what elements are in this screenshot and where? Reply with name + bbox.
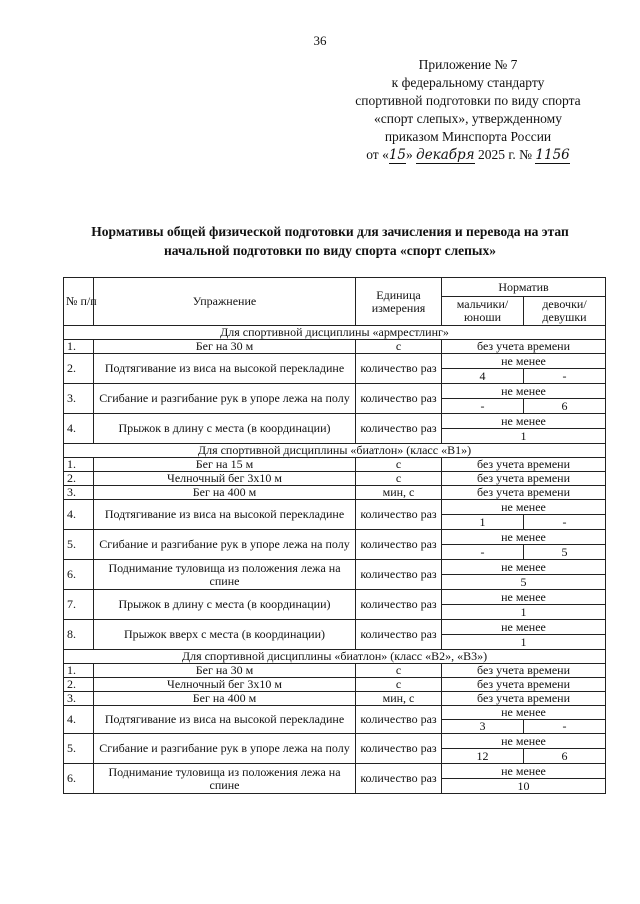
norm-value: без учета времени bbox=[442, 692, 606, 706]
norm-value: без учета времени bbox=[442, 458, 606, 472]
unit: количество раз bbox=[356, 706, 442, 734]
appendix-line: Приложение № 7 bbox=[418, 57, 518, 72]
document-title bbox=[60, 222, 600, 260]
unit: количество раз bbox=[356, 530, 442, 560]
date-mid: » bbox=[406, 147, 413, 162]
order-year: 2025 г. № bbox=[478, 147, 533, 162]
exercise-name: Подтягивание из виса на высокой перекладине bbox=[94, 500, 356, 530]
page-number: 36 bbox=[313, 33, 327, 48]
unit: количество раз bbox=[356, 734, 442, 764]
row-number: 2. bbox=[64, 678, 94, 692]
unit: количество раз bbox=[356, 590, 442, 620]
table-row bbox=[64, 414, 606, 429]
unit: количество раз bbox=[356, 620, 442, 650]
norm-boys: - bbox=[442, 399, 524, 414]
row-number: 2. bbox=[64, 472, 94, 486]
unit: количество раз bbox=[356, 384, 442, 414]
exercise-name: Прыжок в длину с места (в координации) bbox=[94, 414, 356, 444]
title-line-1: Нормативы общей физической подготовки для зачисления и перевода на этап bbox=[91, 224, 569, 239]
norm-label: не менее bbox=[442, 734, 606, 749]
order-day: 15 bbox=[388, 147, 407, 163]
norm-value: без учета времени bbox=[442, 472, 606, 486]
row-number: 3. bbox=[64, 384, 94, 414]
norm-value: без учета времени bbox=[442, 664, 606, 678]
norm-girls: - bbox=[524, 369, 606, 384]
table-row bbox=[64, 340, 606, 354]
exercise-name: Прыжок в длину с места (в координации) bbox=[94, 590, 356, 620]
exercise-name: Челночный бег 3x10 м bbox=[94, 472, 356, 486]
table-row bbox=[64, 692, 606, 706]
norm-girls: 6 bbox=[524, 399, 606, 414]
section-row bbox=[64, 650, 606, 664]
table-row bbox=[64, 384, 606, 399]
exercise-name: Бег на 15 м bbox=[94, 458, 356, 472]
unit: с bbox=[356, 340, 442, 354]
norm-boys: 1 bbox=[442, 515, 524, 530]
exercise-name: Сгибание и разгибание рук в упоре лежа на полу bbox=[94, 530, 356, 560]
exercise-name: Сгибание и разгибание рук в упоре лежа на полу bbox=[94, 734, 356, 764]
exercise-name: Бег на 400 м bbox=[94, 486, 356, 500]
order-month: декабря bbox=[416, 147, 475, 163]
appendix-block bbox=[330, 56, 606, 164]
norm-girls: - bbox=[524, 720, 606, 734]
row-number: 4. bbox=[64, 500, 94, 530]
norm-label: не менее bbox=[442, 560, 606, 575]
norm-label: не менее bbox=[442, 706, 606, 720]
table-row bbox=[64, 354, 606, 369]
norm-label: не менее bbox=[442, 530, 606, 545]
table-row bbox=[64, 472, 606, 486]
table-row bbox=[64, 500, 606, 515]
unit: мин, с bbox=[356, 692, 442, 706]
table-row bbox=[64, 664, 606, 678]
row-number: 6. bbox=[64, 560, 94, 590]
table-row bbox=[64, 706, 606, 720]
exercise-name: Прыжок вверх с места (в координации) bbox=[94, 620, 356, 650]
norm-label: не менее bbox=[442, 620, 606, 635]
unit: количество раз bbox=[356, 560, 442, 590]
unit: с bbox=[356, 664, 442, 678]
norm-label: не менее bbox=[442, 414, 606, 429]
header-num: № п/п bbox=[64, 278, 94, 326]
unit: количество раз bbox=[356, 414, 442, 444]
norm-boys: 12 bbox=[442, 749, 524, 764]
norm-value: без учета времени bbox=[442, 340, 606, 354]
order-date-line bbox=[330, 146, 606, 164]
header-exercise: Упражнение bbox=[94, 278, 356, 326]
table-row bbox=[64, 590, 606, 605]
table-row bbox=[64, 560, 606, 575]
exercise-name: Сгибание и разгибание рук в упоре лежа на полу bbox=[94, 384, 356, 414]
unit: с bbox=[356, 472, 442, 486]
unit: количество раз bbox=[356, 500, 442, 530]
section-title: Для спортивной дисциплины «биатлон» (класс «В1») bbox=[64, 444, 606, 458]
row-number: 4. bbox=[64, 414, 94, 444]
standards-table bbox=[63, 277, 606, 794]
table-row bbox=[64, 764, 606, 779]
row-number: 1. bbox=[64, 458, 94, 472]
table-row bbox=[64, 678, 606, 692]
norm-label: не менее bbox=[442, 500, 606, 515]
section-row bbox=[64, 326, 606, 340]
norm-value: 1 bbox=[442, 605, 606, 620]
table-row bbox=[64, 530, 606, 545]
unit: количество раз bbox=[356, 764, 442, 794]
section-row bbox=[64, 444, 606, 458]
norm-value: без учета времени bbox=[442, 486, 606, 500]
table-row bbox=[64, 458, 606, 472]
exercise-name: Поднимание туловища из положения лежа на спине bbox=[94, 764, 356, 794]
exercise-name: Подтягивание из виса на высокой перекладине bbox=[94, 354, 356, 384]
norm-girls: 5 bbox=[524, 545, 606, 560]
row-number: 2. bbox=[64, 354, 94, 384]
unit: количество раз bbox=[356, 354, 442, 384]
norm-label: не менее bbox=[442, 354, 606, 369]
row-number: 3. bbox=[64, 486, 94, 500]
section-title: Для спортивной дисциплины «биатлон» (класс «В2», «В3») bbox=[64, 650, 606, 664]
appendix-line: к федеральному стандарту bbox=[391, 75, 545, 90]
norm-label: не менее bbox=[442, 764, 606, 779]
exercise-name: Бег на 30 м bbox=[94, 664, 356, 678]
row-number: 8. bbox=[64, 620, 94, 650]
from-prefix: от « bbox=[366, 147, 389, 162]
row-number: 3. bbox=[64, 692, 94, 706]
exercise-name: Подтягивание из виса на высокой перекладине bbox=[94, 706, 356, 734]
norm-girls: - bbox=[524, 515, 606, 530]
exercise-name: Поднимание туловища из положения лежа на спине bbox=[94, 560, 356, 590]
norm-value: 1 bbox=[442, 635, 606, 650]
appendix-line: спортивной подготовки по виду спорта bbox=[355, 93, 581, 108]
section-title: Для спортивной дисциплины «армрестлинг» bbox=[64, 326, 606, 340]
appendix-line: «спорт слепых», утвержденному bbox=[374, 111, 562, 126]
norm-boys: 3 bbox=[442, 720, 524, 734]
appendix-line: приказом Минспорта России bbox=[384, 129, 552, 144]
norm-value: без учета времени bbox=[442, 678, 606, 692]
exercise-name: Челночный бег 3x10 м bbox=[94, 678, 356, 692]
unit: с bbox=[356, 678, 442, 692]
norm-value: 10 bbox=[442, 779, 606, 794]
norm-boys: 4 bbox=[442, 369, 524, 384]
row-number: 7. bbox=[64, 590, 94, 620]
norm-girls: 6 bbox=[524, 749, 606, 764]
table-row bbox=[64, 486, 606, 500]
row-number: 5. bbox=[64, 734, 94, 764]
unit: мин, с bbox=[356, 486, 442, 500]
norm-value: 5 bbox=[442, 575, 606, 590]
header-girls: девочки/ девушки bbox=[524, 297, 606, 326]
table-row bbox=[64, 620, 606, 635]
norm-label: не менее bbox=[442, 590, 606, 605]
row-number: 5. bbox=[64, 530, 94, 560]
norm-boys: - bbox=[442, 545, 524, 560]
header-boys: мальчики/ юноши bbox=[442, 297, 524, 326]
order-number: 1156 bbox=[535, 147, 570, 163]
row-number: 4. bbox=[64, 706, 94, 734]
unit: с bbox=[356, 458, 442, 472]
header-unit: Единица измерения bbox=[356, 278, 442, 326]
exercise-name: Бег на 30 м bbox=[94, 340, 356, 354]
norm-value: 1 bbox=[442, 429, 606, 444]
exercise-name: Бег на 400 м bbox=[94, 692, 356, 706]
row-number: 1. bbox=[64, 664, 94, 678]
norm-label: не менее bbox=[442, 384, 606, 399]
table-row bbox=[64, 734, 606, 749]
title-line-2: начальной подготовки по виду спорта «спорт слепых» bbox=[164, 243, 496, 258]
header-norm: Норматив bbox=[442, 278, 606, 297]
row-number: 1. bbox=[64, 340, 94, 354]
row-number: 6. bbox=[64, 764, 94, 794]
